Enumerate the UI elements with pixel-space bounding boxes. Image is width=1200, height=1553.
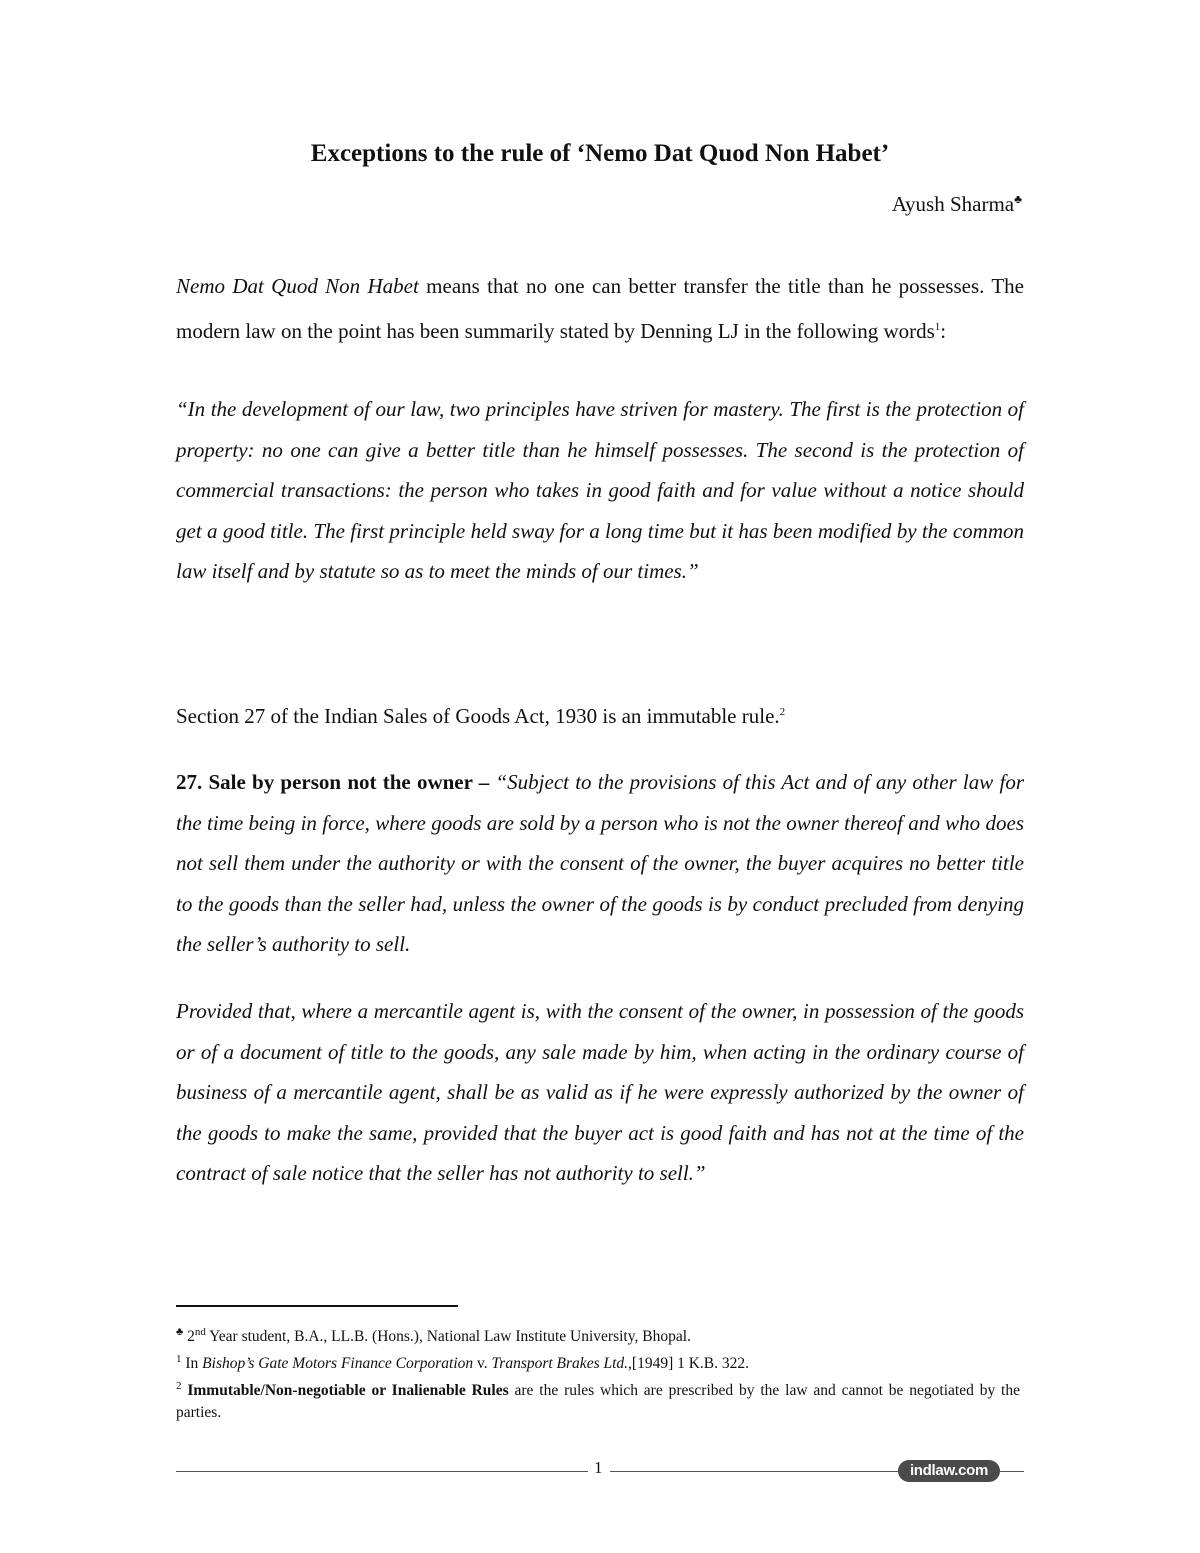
page-number: 1	[594, 1458, 603, 1477]
author-line	[892, 192, 1022, 217]
section-intro-text: Section 27 of the Indian Sales of Goods Act, 1930 is an immutable rule.	[176, 704, 780, 728]
section-27-paragraph	[176, 762, 1024, 965]
footnote-author: ♣ 2nd Year student, B.A., LL.B. (Hons.), National Law Institute University, Bhopal.	[176, 1326, 691, 1346]
intro-term: Nemo Dat Quod Non Habet	[176, 274, 419, 298]
intro-paragraph	[176, 266, 1024, 351]
section-27-heading: 27. Sale by person not the owner –	[176, 770, 490, 794]
footer-rule-right	[1000, 1471, 1024, 1472]
document-title: Exceptions to the rule of ‘Nemo Dat Quod Non Habet’	[310, 140, 890, 167]
footnote-1: $^1$ In Bishop’s Gate Motors Finance Corporation v. Transport Brakes Ltd.,[1949] 1 K.B. 322.	[176, 1353, 750, 1373]
footnote-ref-1: 1	[934, 320, 941, 333]
proviso-paragraph	[176, 991, 1024, 1194]
intro-tail: :	[940, 318, 947, 343]
section-27-text: “Subject to the provisions of this Act and of any other law for the time being in force, where goods are sold by a person who is not the owner thereof and who does not sell them under the authority or with the consent of the owner, the buyer acquires no better title to the goods than the seller had, unless the owner of the goods is by conduct precluded from denying the seller’s authority to sell.	[176, 770, 1024, 957]
denning-quote-text: “In the development of our law, two principles have striven for mastery. The first is the protection of property: no one can give a better title than he himself possesses. The second is the protection of commercial transactions: the person who takes in good faith and for value without a notice should get a good title. The first principle held sway for a long time but it has been modified by the common law itself and by statute so as to meet the minds of our times.”	[176, 397, 1024, 584]
intro-text: means that no one can better transfer the title than he possesses. The modern law on the point has been summarily stated by Denning LJ in the following words	[176, 274, 1024, 343]
footnote-2: $^2$ Immutable/Non-negotiable or Inalienable Rules are the rules which are prescribed by the law and cannot be negotiated by the parties.	[176, 1380, 1020, 1422]
footer-rule-left	[176, 1471, 588, 1472]
footnote-ref-2: 2	[779, 706, 786, 718]
footnotes	[176, 1321, 1020, 1424]
section-intro-paragraph	[176, 692, 1024, 737]
denning-quote	[176, 389, 1024, 592]
footer-rule-middle	[610, 1471, 900, 1472]
author-footnote-marker: ♣	[1014, 192, 1022, 206]
author-name: Ayush Sharma	[891, 192, 1015, 216]
footnote-separator	[176, 1305, 458, 1307]
proviso-text: Provided that, where a mercantile agent is, with the consent of the owner, in possession of the goods or of a document of title to the goods, any sale made by him, when acting in the ordinary course of business of a mercantile agent, shall be as valid as if he were expressly authorized by the owner of the goods to make the same, provided that the buyer act is good faith and has not at the time of the contract of sale notice that the seller has not authority to sell.”	[176, 999, 1024, 1186]
indlaw-logo: indlaw.com	[898, 1460, 1000, 1482]
